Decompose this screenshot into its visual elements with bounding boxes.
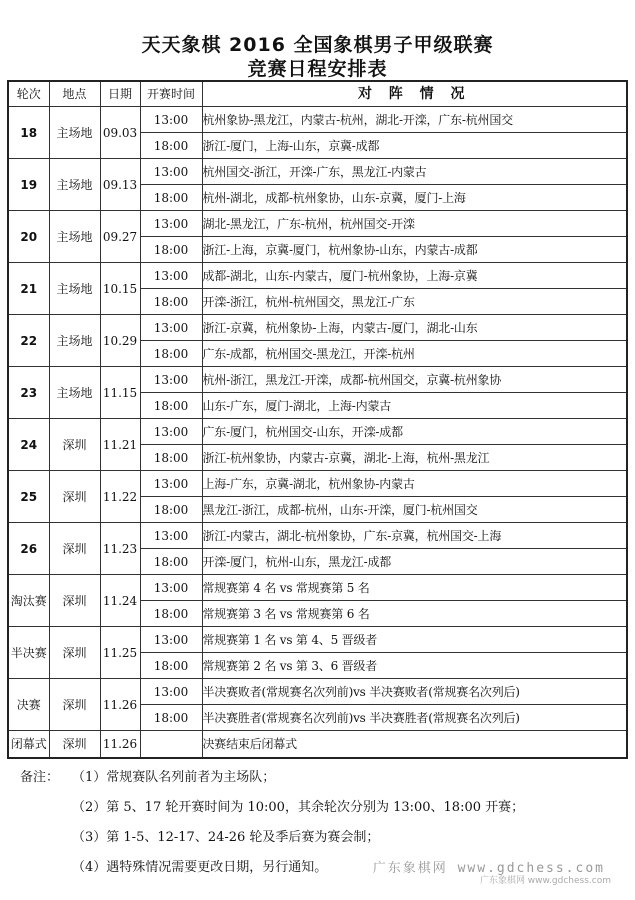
header-start-time: 开赛时间 <box>140 81 202 107</box>
matches-cell: 杭州-湖北，成都-杭州象协，山东-京冀，厦门-上海 <box>202 185 627 211</box>
table-row <box>8 159 627 185</box>
matches-cell: 决赛结束后闭幕式 <box>202 731 627 759</box>
date-cell: 09.03 <box>100 107 140 159</box>
header-matches: 对 阵 情 况 <box>202 81 627 107</box>
date-cell: 09.13 <box>100 159 140 211</box>
date-cell: 11.15 <box>100 367 140 419</box>
round-cell: 决赛 <box>8 679 49 731</box>
date-cell: 11.22 <box>100 471 140 523</box>
matches-cell: 浙江-京冀，杭州象协-上海，内蒙古-厦门，湖北-山东 <box>202 315 627 341</box>
header-round: 轮次 <box>8 81 49 107</box>
time-cell: 18:00 <box>140 393 202 419</box>
time-cell: 18:00 <box>140 549 202 575</box>
matches-cell: 浙江-上海，京冀-厦门，杭州象协-山东，内蒙古-成都 <box>202 237 627 263</box>
matches-cell: 黑龙江-浙江，成都-杭州，山东-开滦，厦门-杭州国交 <box>202 497 627 523</box>
note-item: （3）第 1-5、12-17、24-26 轮及季后赛为赛会制； <box>72 830 380 845</box>
time-cell: 18:00 <box>140 185 202 211</box>
venue-cell: 主场地 <box>49 159 100 211</box>
matches-cell: 湖北-黑龙江，广东-杭州，杭州国交-开滦 <box>202 211 627 237</box>
venue-cell: 深圳 <box>49 471 100 523</box>
time-cell: 18:00 <box>140 445 202 471</box>
venue-cell: 主场地 <box>49 107 100 159</box>
matches-cell: 常规赛第 3 名 vs 常规赛第 6 名 <box>202 601 627 627</box>
venue-cell: 主场地 <box>49 315 100 367</box>
header-row <box>8 81 627 107</box>
round-cell: 24 <box>8 419 49 471</box>
date-cell: 10.29 <box>100 315 140 367</box>
time-cell: 13:00 <box>140 315 202 341</box>
time-cell: 13:00 <box>140 575 202 601</box>
matches-cell: 杭州-浙江，黑龙江-开滦，成都-杭州国交，京冀-杭州象协 <box>202 367 627 393</box>
table-row <box>8 211 627 237</box>
date-cell: 11.26 <box>100 731 140 759</box>
round-cell: 淘汰赛 <box>8 575 49 627</box>
date-cell: 11.25 <box>100 627 140 679</box>
round-cell: 半决赛 <box>8 627 49 679</box>
time-cell: 13:00 <box>140 367 202 393</box>
round-cell: 25 <box>8 471 49 523</box>
table-row <box>8 679 627 705</box>
matches-cell: 杭州国交-浙江，开滦-广东，黑龙江-内蒙古 <box>202 159 627 185</box>
time-cell: 13:00 <box>140 471 202 497</box>
note-item: （1）常规赛队名列前者为主场队； <box>72 770 276 785</box>
round-cell: 26 <box>8 523 49 575</box>
round-cell: 20 <box>8 211 49 263</box>
date-cell: 10.15 <box>100 263 140 315</box>
matches-cell: 常规赛第 4 名 vs 常规赛第 5 名 <box>202 575 627 601</box>
matches-cell: 上海-广东，京冀-湖北，杭州象协-内蒙古 <box>202 471 627 497</box>
time-cell: 13:00 <box>140 211 202 237</box>
note-item: （4）遇特殊情况需要更改日期，另行通知。 <box>72 860 328 875</box>
time-cell: 13:00 <box>140 159 202 185</box>
time-cell: 18:00 <box>140 133 202 159</box>
round-cell: 21 <box>8 263 49 315</box>
matches-cell: 常规赛第 1 名 vs 第 4、5 晋级者 <box>202 627 627 653</box>
time-cell <box>140 731 202 759</box>
round-cell: 闭幕式 <box>8 731 49 759</box>
venue-cell: 深圳 <box>49 679 100 731</box>
matches-cell: 半决赛胜者(常规赛名次列前)vs 半决赛胜者(常规赛名次列后) <box>202 705 627 731</box>
closing-row <box>8 731 627 759</box>
venue-cell: 深圳 <box>49 731 100 759</box>
matches-cell: 成都-湖北，山东-内蒙古，厦门-杭州象协，上海-京冀 <box>202 263 627 289</box>
schedule-table <box>7 80 628 759</box>
date-cell: 11.26 <box>100 679 140 731</box>
time-cell: 13:00 <box>140 263 202 289</box>
venue-cell: 主场地 <box>49 263 100 315</box>
time-cell: 13:00 <box>140 679 202 705</box>
table-row <box>8 315 627 341</box>
round-cell: 19 <box>8 159 49 211</box>
venue-cell: 深圳 <box>49 419 100 471</box>
watermark-small: 广东象棋网 www.gdchess.com <box>479 876 611 886</box>
venue-cell: 深圳 <box>49 523 100 575</box>
matches-cell: 广东-成都，杭州国交-黑龙江，开滦-杭州 <box>202 341 627 367</box>
matches-cell: 山东-广东，厦门-湖北，上海-内蒙古 <box>202 393 627 419</box>
matches-cell: 开滦-浙江，杭州-杭州国交，黑龙江-广东 <box>202 289 627 315</box>
date-cell: 11.23 <box>100 523 140 575</box>
title-line-2: 竞赛日程安排表 <box>247 58 388 80</box>
notes-label: 备注： <box>20 770 60 785</box>
round-cell: 23 <box>8 367 49 419</box>
venue-cell: 主场地 <box>49 367 100 419</box>
venue-cell: 深圳 <box>49 575 100 627</box>
time-cell: 13:00 <box>140 107 202 133</box>
time-cell: 13:00 <box>140 419 202 445</box>
matches-cell: 浙江-杭州象协，内蒙古-京冀，湖北-上海，杭州-黑龙江 <box>202 445 627 471</box>
table-row <box>8 523 627 549</box>
schedule-body <box>8 107 627 759</box>
venue-cell: 主场地 <box>49 211 100 263</box>
table-row <box>8 575 627 601</box>
table-row <box>8 471 627 497</box>
table-row <box>8 263 627 289</box>
title-line-1: 天天象棋 2016 全国象棋男子甲级联赛 <box>141 34 494 56</box>
matches-cell: 半决赛败者(常规赛名次列前)vs 半决赛败者(常规赛名次列后) <box>202 679 627 705</box>
time-cell: 18:00 <box>140 237 202 263</box>
note-item: （2）第 5、17 轮开赛时间为 10:00，其余轮次分别为 13:00、18:00 开赛； <box>72 800 525 815</box>
round-cell: 18 <box>8 107 49 159</box>
time-cell: 18:00 <box>140 705 202 731</box>
time-cell: 18:00 <box>140 497 202 523</box>
watermark: 广东象棋网 www.gdchess.com <box>372 861 605 876</box>
matches-cell: 常规赛第 2 名 vs 第 3、6 晋级者 <box>202 653 627 679</box>
time-cell: 18:00 <box>140 341 202 367</box>
time-cell: 18:00 <box>140 289 202 315</box>
header-venue: 地点 <box>49 81 100 107</box>
matches-cell: 广东-厦门，杭州国交-山东，开滦-成都 <box>202 419 627 445</box>
time-cell: 13:00 <box>140 627 202 653</box>
matches-cell: 杭州象协-黑龙江，内蒙古-杭州，湖北-开滦，广东-杭州国交 <box>202 107 627 133</box>
table-row <box>8 107 627 133</box>
matches-cell: 浙江-厦门，上海-山东，京冀-成都 <box>202 133 627 159</box>
date-cell: 09.27 <box>100 211 140 263</box>
table-row <box>8 627 627 653</box>
time-cell: 13:00 <box>140 523 202 549</box>
table-row <box>8 367 627 393</box>
table-row <box>8 419 627 445</box>
matches-cell: 浙江-内蒙古，湖北-杭州象协，广东-京冀，杭州国交-上海 <box>202 523 627 549</box>
round-cell: 22 <box>8 315 49 367</box>
header-date: 日期 <box>100 81 140 107</box>
time-cell: 18:00 <box>140 653 202 679</box>
date-cell: 11.24 <box>100 575 140 627</box>
venue-cell: 深圳 <box>49 627 100 679</box>
date-cell: 11.21 <box>100 419 140 471</box>
matches-cell: 开滦-厦门，杭州-山东，黑龙江-成都 <box>202 549 627 575</box>
time-cell: 18:00 <box>140 601 202 627</box>
